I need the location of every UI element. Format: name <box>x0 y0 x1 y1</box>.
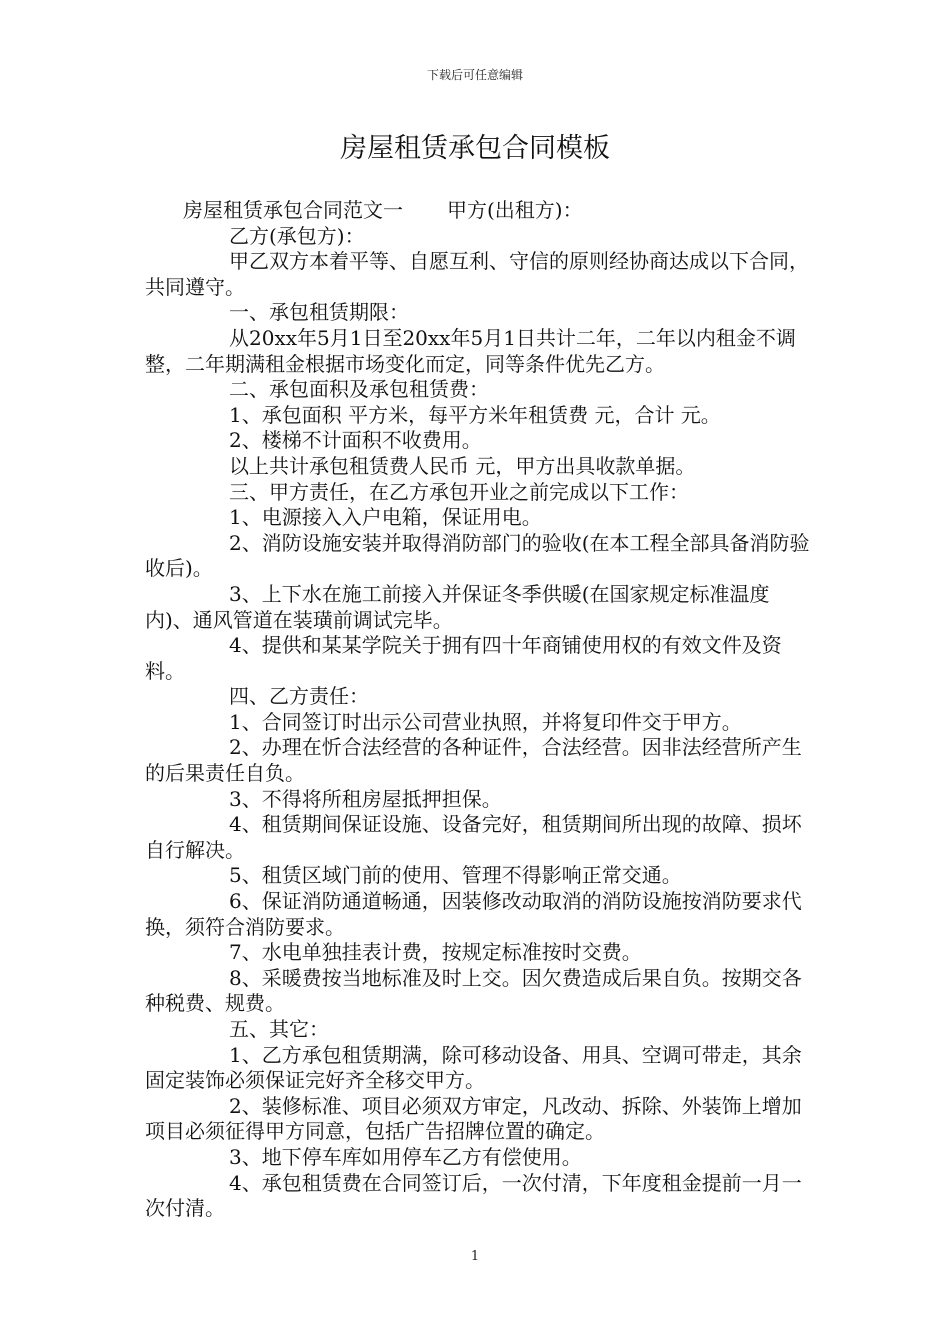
paragraph: 1、承包面积 平方米，每平方米年租赁费 元，合计 元。 <box>229 402 721 427</box>
doc-name: 房屋租赁承包合同范文一 <box>183 198 403 222</box>
paragraph: 6、保证消防通道畅通，因装修改动取消的消防设施按消防要求代换，须符合消防要求。 <box>145 889 802 939</box>
paragraph: 1、合同签订时出示公司营业执照，并将复印件交于甲方。 <box>229 709 742 734</box>
paragraph: 2、楼梯不计面积不收费用。 <box>229 428 482 453</box>
paragraph: 以上共计承包租赁费人民币 元，甲方出具收款单据。 <box>229 453 696 478</box>
section-heading: 一、承包租赁期限： <box>229 300 409 325</box>
paragraph: 4、承包租赁费在合同签订后，一次付清，下年度租金提前一月一次付清。 <box>145 1170 802 1221</box>
paragraph: 4、提供和某某学院关于拥有四十年商铺使用权的有效文件及资料。 <box>145 633 782 683</box>
paragraph: 2、消防设施安装并取得消防部门的验收(在本工程全部具备消防验收后)。 <box>145 530 810 581</box>
header-note: 下载后可任意编辑 <box>426 68 523 82</box>
paragraph: 2、办理在忻合法经营的各种证件，合法经营。因非法经营所产生的后果责任自负。 <box>145 735 802 786</box>
paragraph: 3、上下水在施工前接入并保证冬季供暖(在国家规定标准温度内)、通风管道在装璜前调试完毕。 <box>145 581 770 632</box>
document-title: 房屋租赁承包合同模板 <box>340 133 610 164</box>
paragraph: 5、租赁区域门前的使用、管理不得影响正常交通。 <box>229 863 682 888</box>
paragraph: 从20xx年5月1日至20xx年5月1日共计二年，二年以内租金不调整，二年期满租金根据市场变化而定，同等条件优先乙方。 <box>145 325 796 376</box>
paragraph: 乙方(承包方)： <box>229 223 365 248</box>
paragraph: 甲乙双方本着平等、自愿互利、守信的原则经协商达成以下合同，共同遵守。 <box>145 249 809 299</box>
paragraph: 2、装修标准、项目必须双方审定，凡改动、拆除、外装饰上增加项目必须征得甲方同意，包括广告招牌位置的确定。 <box>145 1093 802 1144</box>
party-a-label: 甲方(出租方)： <box>447 198 583 222</box>
document-body <box>145 198 813 1222</box>
paragraph: 4、租赁期间保证设施、设备完好，租赁期间所出现的故障、损坏自行解决。 <box>145 812 802 862</box>
section-heading: 五、其它： <box>229 1017 329 1041</box>
page-number: 1 <box>470 1249 480 1264</box>
paragraph: 7、水电单独挂表计费，按规定标准按时交费。 <box>229 940 642 965</box>
section-heading: 三、甲方责任，在乙方承包开业之前完成以下工作： <box>229 479 689 504</box>
paragraph: 1、电源接入入户电箱，保证用电。 <box>229 505 542 530</box>
paragraph: 1、乙方承包租赁期满，除可移动设备、用具、空调可带走，其余固定装饰必须保证完好齐全移交甲方。 <box>145 1042 802 1093</box>
paragraph: 3、不得将所租房屋抵押担保。 <box>229 786 502 811</box>
section-heading: 二、承包面积及承包租赁费： <box>229 377 489 402</box>
paragraph: 3、地下停车库如用停车乙方有偿使用。 <box>229 1144 582 1169</box>
paragraph: 8、采暖费按当地标准及时上交。因欠费造成后果自负。按期交各种税费、规费。 <box>145 965 802 1016</box>
intro-line <box>145 198 813 224</box>
section-heading: 四、乙方责任： <box>229 684 369 709</box>
